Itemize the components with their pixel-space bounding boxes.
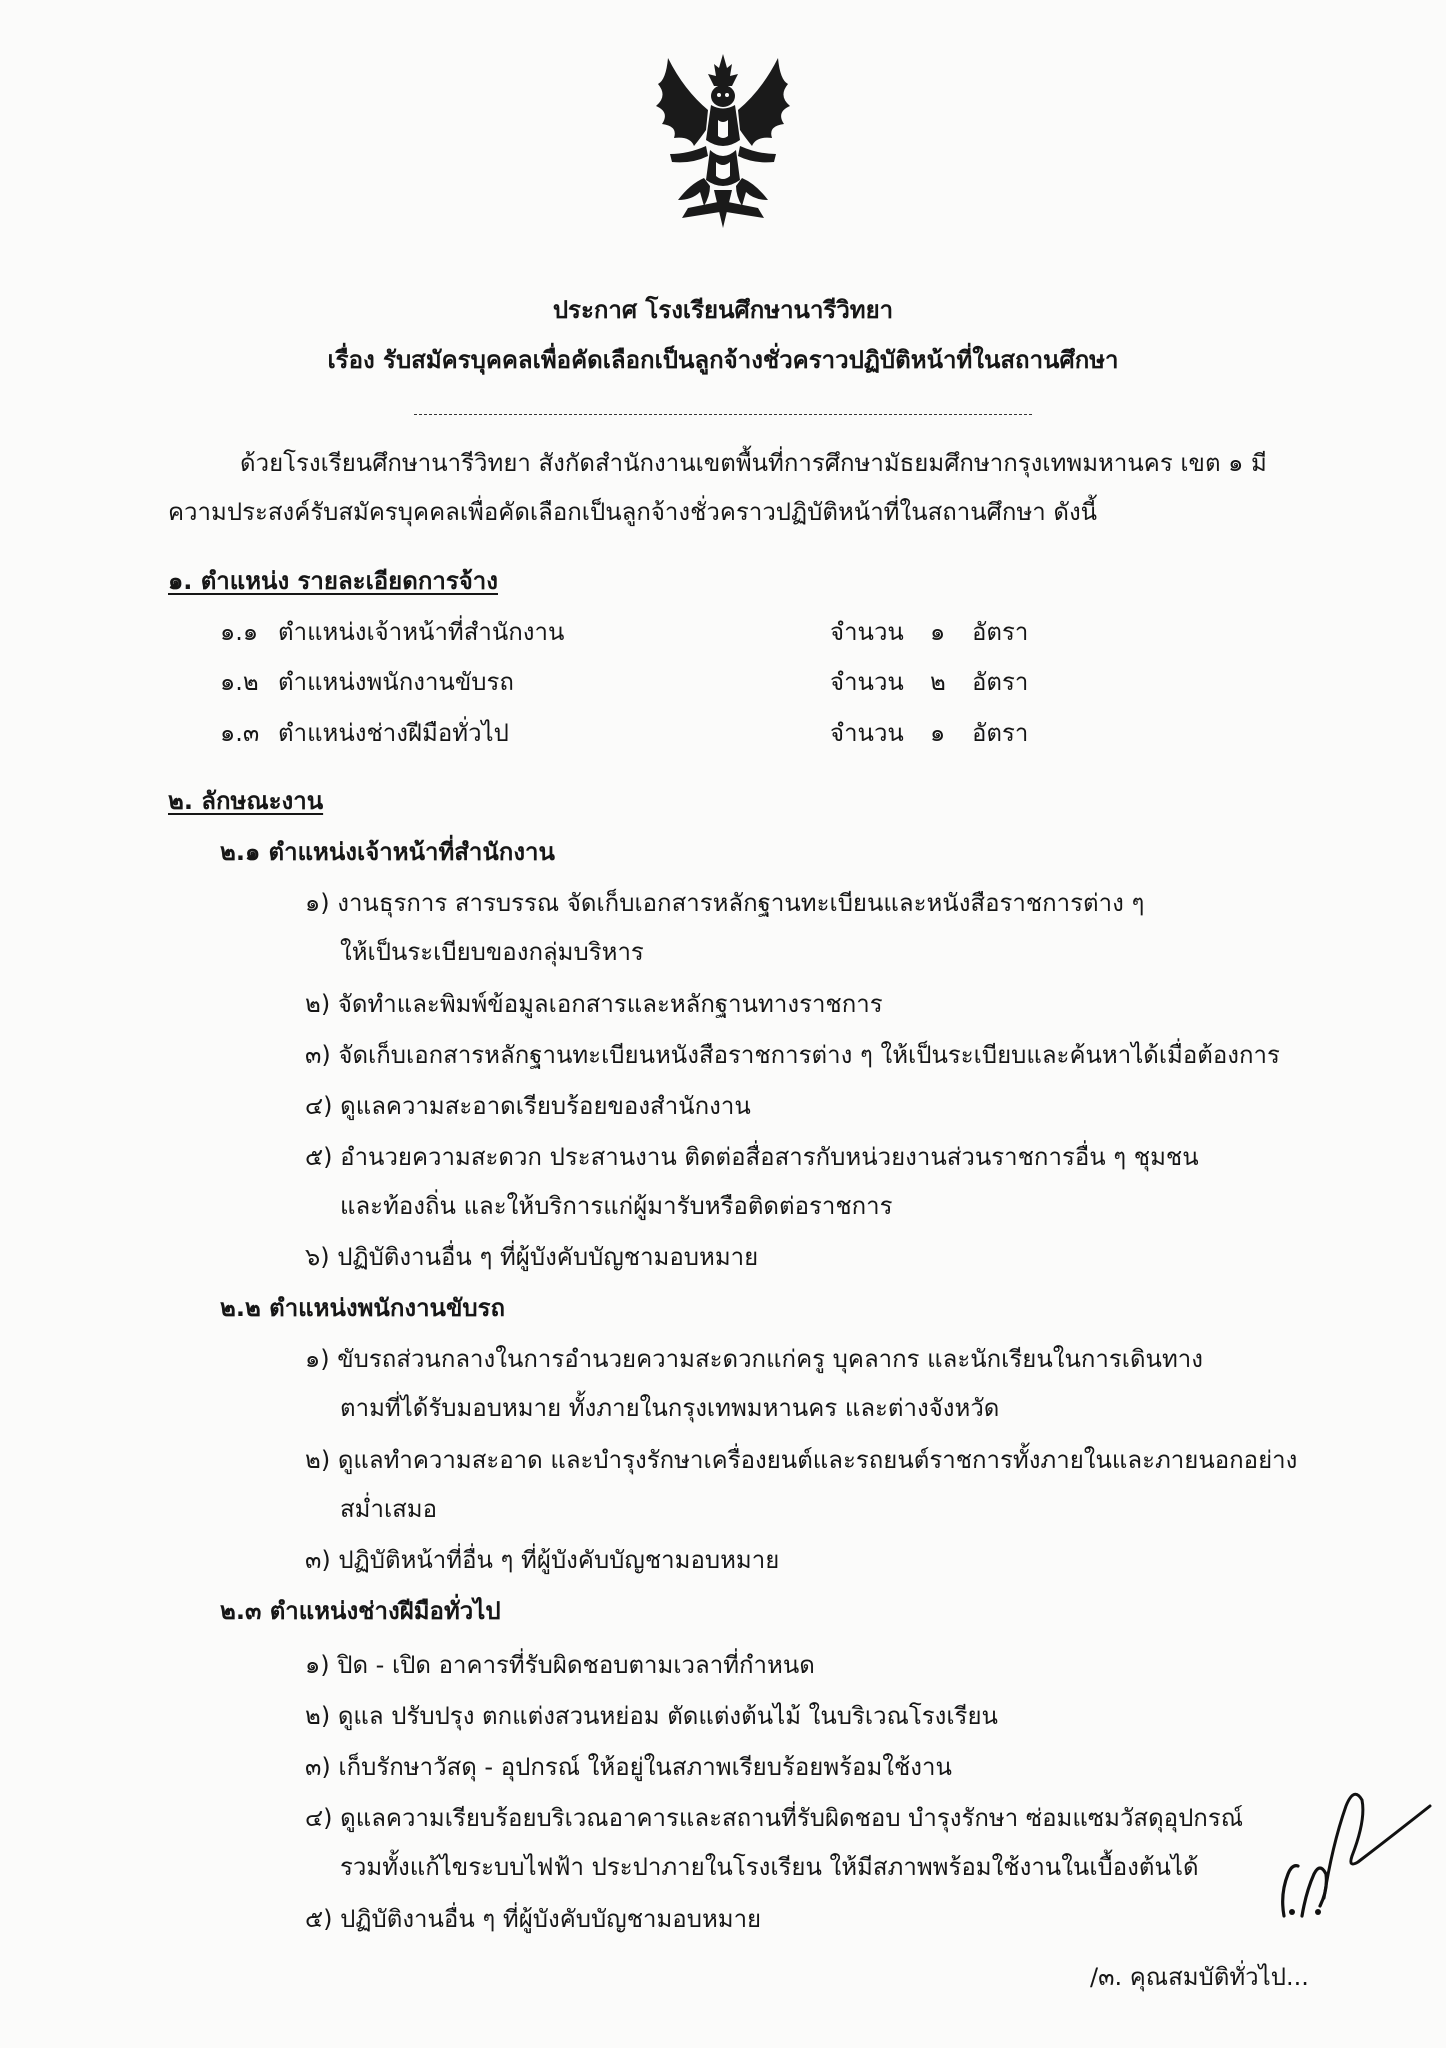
position-title: ตำแหน่งพนักงานขับรถ	[278, 668, 514, 696]
duty-item: ๒) จัดทำและพิมพ์ข้อมูลเอกสารและหลักฐานทางราชการ	[305, 990, 883, 1018]
dashed-divider	[414, 414, 1032, 415]
signature-icon	[1262, 1766, 1432, 1926]
position-number: ๑.๒	[220, 668, 259, 696]
duty-item: ๖) ปฏิบัติงานอื่น ๆ ที่ผู้บังคับบัญชามอบหมาย	[305, 1243, 759, 1271]
intro-line: ด้วยโรงเรียนศึกษานารีวิทยา สังกัดสำนักงานเขตพื้นที่การศึกษามัธยมศึกษากรุงเทพมหานคร เขต ๑ มี	[240, 449, 1267, 477]
position-title: ตำแหน่งช่างฝีมือทั่วไป	[278, 719, 509, 747]
duty-item: ๑) ปิด - เปิด อาคารที่รับผิดชอบตามเวลาที่กำหนด	[305, 1651, 815, 1679]
duty-item: ๔) ดูแลความสะอาดเรียบร้อยของสำนักงาน	[305, 1092, 751, 1120]
count-label: จำนวน	[830, 668, 904, 696]
duty-item: ๔) ดูแลความเรียบร้อยบริเวณอาคารและสถานที่รับผิดชอบ บำรุงรักษา ซ่อมแซมวัสดุอุปกรณ์	[305, 1804, 1243, 1832]
continuation-note: /๓. คุณสมบัติทั่วไป...	[1090, 1963, 1309, 1991]
duty-item-continuation: สม่ำเสมอ	[340, 1495, 438, 1523]
announcement-subject: เรื่อง รับสมัครบุคคลเพื่อคัดเลือกเป็นลูกจ้างชั่วคราวปฏิบัติหน้าที่ในสถานศึกษา	[327, 346, 1119, 374]
position-number: ๑.๓	[220, 719, 260, 747]
count-value: ๑	[930, 719, 946, 747]
count-unit: อัตรา	[972, 618, 1029, 646]
duty-item: ๒) ดูแลทำความสะอาด และบำรุงรักษาเครื่องยนต์และรถยนต์ราชการทั้งภายในและภายนอกอย่าง	[305, 1446, 1298, 1474]
section-heading: ๒. ลักษณะงาน	[168, 787, 324, 815]
announcement-title: ประกาศ โรงเรียนศึกษานารีวิทยา	[552, 296, 894, 324]
subsection-heading: ๒.๑ ตำแหน่งเจ้าหน้าที่สำนักงาน	[220, 838, 555, 866]
section-heading: ๑. ตำแหน่ง รายละเอียดการจ้าง	[168, 567, 498, 595]
duty-item: ๑) ขับรถส่วนกลางในการอำนวยความสะดวกแก่ครู บุคลากร และนักเรียนในการเดินทาง	[305, 1345, 1203, 1373]
duty-item-continuation: ตามที่ได้รับมอบหมาย ทั้งภายในกรุงเทพมหานคร และต่างจังหวัด	[340, 1394, 1000, 1422]
duty-item: ๑) งานธุรการ สารบรรณ จัดเก็บเอกสารหลักฐานทะเบียนและหนังสือราชการต่าง ๆ	[305, 889, 1145, 917]
count-value: ๒	[930, 668, 946, 696]
duty-item-continuation: รวมทั้งแก้ไขระบบไฟฟ้า ประปาภายในโรงเรียน ให้มีสภาพพร้อมใช้งานในเบื้องต้นได้	[340, 1853, 1199, 1881]
duty-item: ๕) อำนวยความสะดวก ประสานงาน ติดต่อสื่อสารกับหน่วยงานส่วนราชการอื่น ๆ ชุมชน	[305, 1143, 1199, 1171]
intro-line: ความประสงค์รับสมัครบุคคลเพื่อคัดเลือกเป็นลูกจ้างชั่วคราวปฏิบัติหน้าที่ในสถานศึกษา ดังนี้	[168, 498, 1098, 526]
count-value: ๑	[930, 618, 946, 646]
subsection-heading: ๒.๓ ตำแหน่งช่างฝีมือทั่วไป	[220, 1597, 501, 1625]
subsection-heading: ๒.๒ ตำแหน่งพนักงานขับรถ	[220, 1294, 506, 1322]
count-unit: อัตรา	[972, 719, 1029, 747]
duty-item-continuation: และท้องถิ่น และให้บริการแก่ผู้มารับหรือติดต่อราชการ	[340, 1192, 893, 1220]
count-unit: อัตรา	[972, 668, 1029, 696]
garuda-emblem-icon	[648, 50, 798, 240]
duty-item-continuation: ให้เป็นระเบียบของกลุ่มบริหาร	[340, 938, 644, 966]
duty-item: ๕) ปฏิบัติงานอื่น ๆ ที่ผู้บังคับบัญชามอบหมาย	[305, 1905, 762, 1933]
duty-item: ๒) ดูแล ปรับปรุง ตกแต่งสวนหย่อม ตัดแต่งต้นไม้ ในบริเวณโรงเรียน	[305, 1702, 998, 1730]
duty-item: ๓) จัดเก็บเอกสารหลักฐานทะเบียนหนังสือราชการต่าง ๆ ให้เป็นระเบียบและค้นหาได้เมื่อต้องการ	[305, 1041, 1280, 1069]
position-title: ตำแหน่งเจ้าหน้าที่สำนักงาน	[278, 618, 565, 646]
duty-item: ๓) ปฏิบัติหน้าที่อื่น ๆ ที่ผู้บังคับบัญชามอบหมาย	[305, 1546, 780, 1574]
duty-item: ๓) เก็บรักษาวัสดุ - อุปกรณ์ ให้อยู่ในสภาพเรียบร้อยพร้อมใช้งาน	[305, 1753, 952, 1781]
position-number: ๑.๑	[220, 618, 259, 646]
count-label: จำนวน	[830, 618, 904, 646]
count-label: จำนวน	[830, 719, 904, 747]
